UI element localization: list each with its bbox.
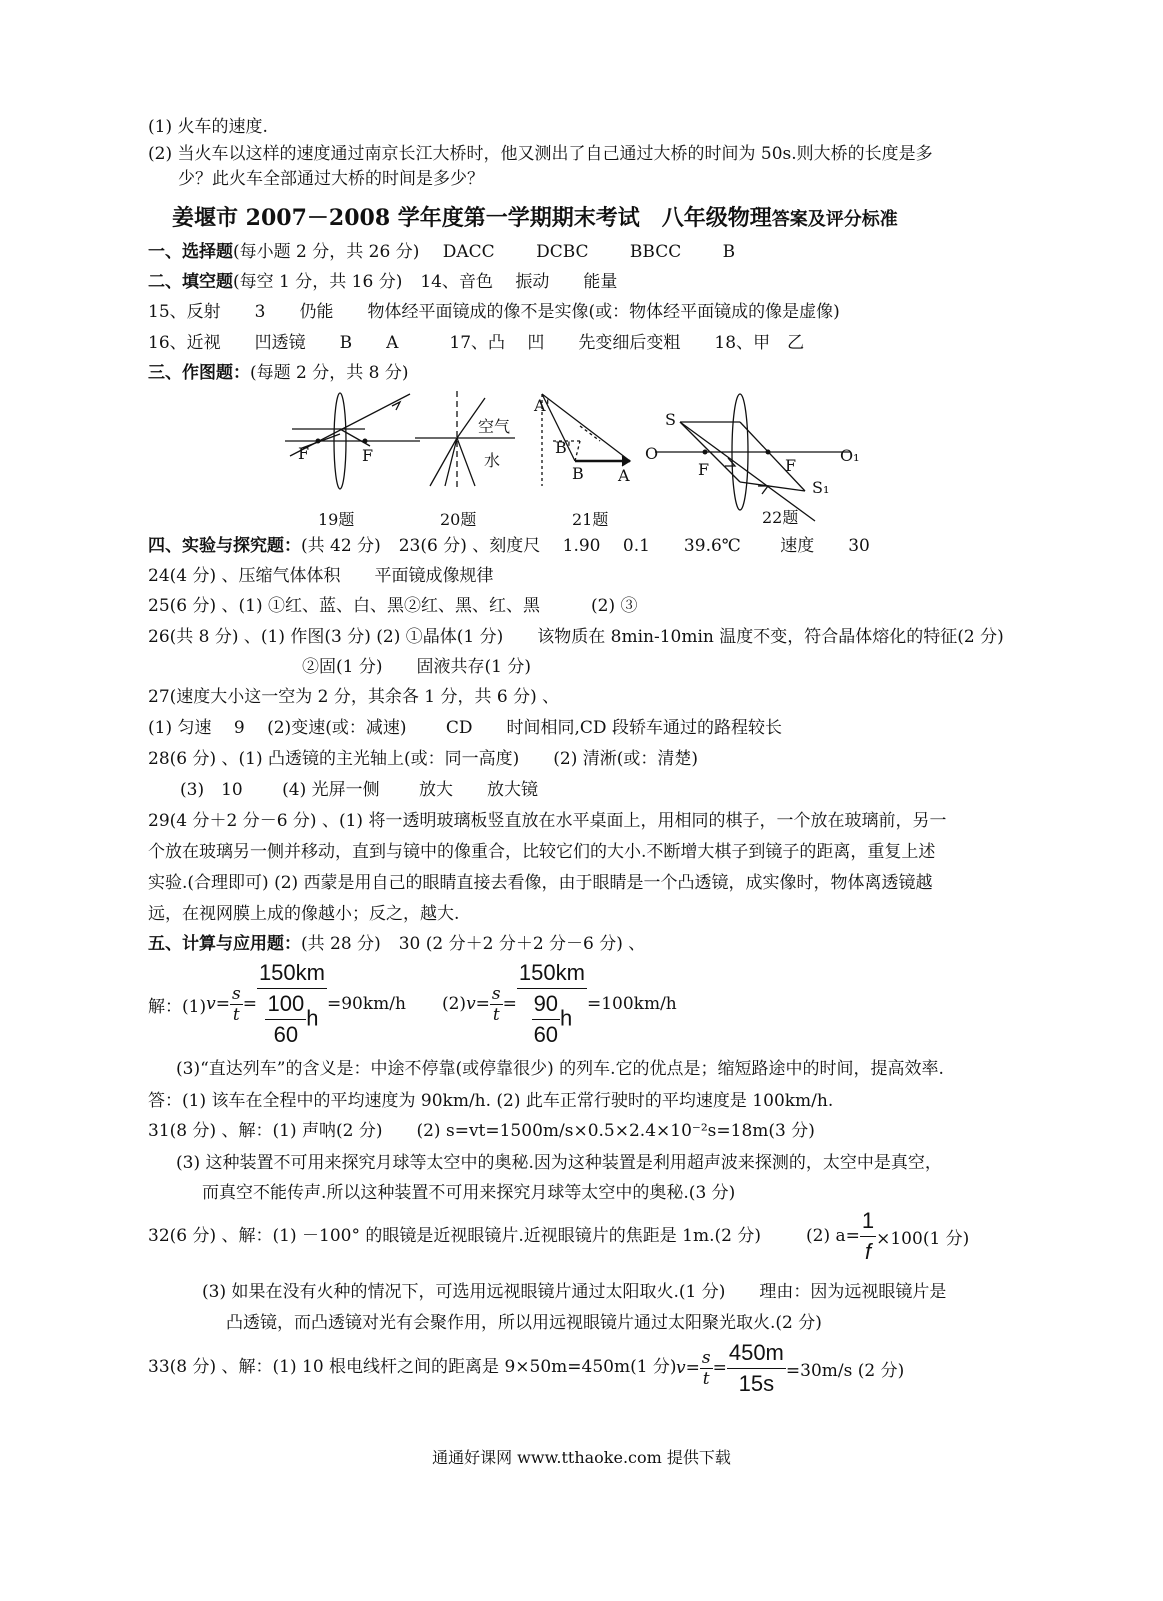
- eq-value: 100: [265, 989, 306, 1020]
- answer-line: 32(6 分) 、解：(1) －100° 的眼镜是近视眼镜片.近视眼镜片的焦距是 1m.(2 分): [148, 1226, 761, 1246]
- answer-line: 15、反射 3 仍能 物体经平面镜成的像不是实像(或：物体经平面镜成的像是虚像): [148, 302, 840, 322]
- fraction: [517, 958, 587, 1050]
- answer-line: 25(6 分) 、(1) ①红、蓝、白、黑②红、黑、红、黑 (2) ③: [148, 596, 638, 616]
- point-label: A': [534, 396, 550, 415]
- answer-group: B: [722, 242, 736, 262]
- section-heading: 五、计算与应用题：: [148, 934, 301, 954]
- question-line: (2) 当火车以这样的速度通过南京长江大桥时，他又测出了自己通过大桥的时间为 50s.则大桥的长度是多: [148, 144, 933, 164]
- answer-line: 14、音色 振动 能量: [420, 272, 618, 292]
- section-heading: 二、填空题: [148, 272, 233, 292]
- section-2: [148, 271, 617, 293]
- eq-text: ×100(1 分): [876, 1228, 970, 1249]
- answer-line: (3) 这种装置不可用来探究月球等太空中的奥秘.因为这种装置是利用超声波来探测的，太空中是真空，: [176, 1153, 942, 1173]
- fraction: [265, 989, 306, 1050]
- eq-result: =30m/s (2 分): [785, 1360, 905, 1381]
- section-1: [148, 241, 735, 263]
- answer-line: 16、近视 凹透镜 B A 17、凸 凹 先变细后变粗 18、甲 乙: [148, 333, 805, 353]
- equation-32: [806, 1207, 970, 1264]
- fraction: [230, 984, 243, 1025]
- answer-line: 30 (2 分＋2 分＋2 分－6 分) 、: [398, 934, 646, 954]
- section-4: [148, 535, 870, 557]
- answer-line: 24(4 分) 、压缩气体体积 平面镜成像规律: [148, 566, 494, 586]
- point-label: B': [555, 438, 572, 457]
- focus-label: F: [785, 456, 797, 475]
- section-heading: 一、选择题: [148, 242, 233, 262]
- eq-text: (2) a=: [806, 1226, 860, 1246]
- answer-group: DCBC: [536, 242, 589, 262]
- answer-line: 33(8 分) 、解：(1) 10 根电线杆之间的距离是 9×50m=450m(1 分): [148, 1357, 677, 1377]
- eq-value: 60: [533, 1022, 559, 1047]
- medium-label-water: 水: [484, 451, 501, 470]
- eq-result: =90km/h: [326, 994, 406, 1014]
- eq-var: t: [232, 1004, 240, 1025]
- equation-33: v= $\frac{s}{t}$ = $\frac{450m}{15s}$ =30m/s (2 分): [676, 1338, 904, 1398]
- answer-line: 26(共 8 分) 、(1) 作图(3 分) (2) ①晶体(1 分) 该物质在 8min-10min 温度不变，符合晶体熔化的特征(2 分): [148, 627, 1004, 647]
- eq-var: s: [231, 983, 241, 1004]
- section-note: (每空 1 分，共 16 分): [233, 272, 403, 292]
- answer-line: 31(8 分) 、解：(1) 声呐(2 分) (2) s=vt=1500m/s×0.5×2.4×10⁻²s=18m(3 分): [148, 1121, 815, 1141]
- medium-label-air: 空气: [478, 417, 511, 436]
- question-line: 少？此火车全部通过大桥的时间是多少？: [178, 169, 484, 189]
- eq-numerator: 150km: [517, 958, 587, 989]
- fraction: [727, 1338, 786, 1399]
- answer-line: (3)“直达列车”的含义是：中途不停靠(或停靠很少) 的列车.它的优点是；缩短路途中的时间，提高效率.: [176, 1059, 944, 1079]
- section-3: [148, 362, 409, 384]
- answer-line: 凸透镜，而凸透镜对光有会聚作用，所以用远视眼镜片通过太阳聚光取火.(2 分): [226, 1313, 822, 1333]
- eq-var: s: [491, 983, 501, 1004]
- section-note: (共 28 分): [301, 934, 381, 954]
- eq-denominator: [517, 989, 587, 1050]
- answer-line: 实验.(合理即可) (2) 西蒙是用自己的眼睛直接去看像，由于眼睛是一个凸透镜，成实像时，物体离透镜越: [148, 873, 933, 893]
- fraction: [532, 989, 560, 1050]
- fraction: [257, 958, 327, 1050]
- eq-numerator: 450m: [727, 1338, 786, 1369]
- fraction: [490, 984, 503, 1025]
- eq-value: 90: [532, 989, 560, 1020]
- eq-var: v=: [676, 1358, 700, 1378]
- figure-caption: 21题: [572, 510, 609, 529]
- section-heading: 四、实验与探究题：: [148, 536, 301, 556]
- answer-line: 而真空不能传声.所以这种装置不可用来探究月球等太空中的奥秘.(3 分): [202, 1183, 736, 1203]
- eq-var: v: [466, 994, 476, 1014]
- eq-value: 60: [273, 1022, 299, 1047]
- focus-label: F: [362, 446, 374, 465]
- eq-var: v: [206, 994, 216, 1014]
- eq-var: s: [701, 1347, 711, 1368]
- eq-denominator: 15s: [738, 1370, 775, 1396]
- section-note: (共 42 分): [301, 536, 381, 556]
- answer-line: ②固(1 分) 固液共存(1 分): [302, 657, 531, 677]
- eq-value: 1: [860, 1206, 876, 1237]
- answer-line: (3) 10 (4) 光屏一侧 放大 放大镜: [180, 780, 539, 800]
- page-title: [172, 201, 898, 232]
- equation-30: 解：(1) v = $\frac{s}{t}$ = 150km $\frac{100}{60}$ h =90km/h (2) v = $\frac{s}{t}$ = 150km $\frac{90}{60}$ h =100km/h: [148, 958, 677, 1050]
- eq-text: (2): [441, 994, 467, 1014]
- title-sub: 答案及评分标准: [771, 209, 898, 230]
- eq-unit: h: [560, 1005, 573, 1031]
- focus-label: F: [298, 444, 310, 463]
- answer-line: (3) 如果在没有火种的情况下，可选用远视眼镜片通过太阳取火.(1 分) 理由：因为远视眼镜片是: [202, 1282, 947, 1302]
- point-label: S₁: [812, 478, 830, 497]
- eq-var: t: [492, 1004, 500, 1025]
- answer-line: 个放在玻璃另一侧并移动，直到与镜中的像重合，比较它们的大小.不断增大棋子到镜子的距离，重复上述: [148, 842, 936, 862]
- answer-line: (1) 匀速 9 (2)变速(或：减速) CD 时间相同,CD 段轿车通过的路程较长: [148, 718, 782, 738]
- eq-numerator: 150km: [257, 958, 327, 989]
- fraction: [860, 1206, 876, 1267]
- figure-caption: 22题: [762, 508, 799, 527]
- answer-group: DACC: [442, 242, 495, 262]
- focus-label: F: [698, 460, 710, 479]
- answer-line: 27(速度大小这一空为 2 分，其余各 1 分，共 6 分) 、: [148, 687, 560, 707]
- point-label: A: [618, 466, 630, 485]
- answer-line: 29(4 分＋2 分－6 分) 、(1) 将一透明玻璃板竖直放在水平桌面上，用相同的棋子，一个放在玻璃前，另一: [148, 811, 947, 831]
- answer-group: BBCC: [629, 242, 682, 262]
- fraction: [700, 1348, 713, 1389]
- title-main: 姜堰市 2007－2008 学年度第一学期期末考试 八年级物理: [172, 205, 772, 231]
- answer-line: 23(6 分) 、刻度尺 1.90 0.1 39.6℃ 速度 30: [398, 536, 870, 556]
- eq-result: =100km/h: [586, 994, 677, 1014]
- answer-line: 远，在视网膜上成的像越小；反之，越大.: [148, 904, 460, 924]
- section-note: (每小题 2 分，共 26 分): [233, 242, 420, 262]
- question-line: (1) 火车的速度.: [148, 117, 268, 137]
- section-5: [148, 933, 645, 955]
- eq-var: f: [864, 1238, 872, 1264]
- point-label: S: [665, 410, 676, 429]
- footer-credit: 通通好课网 www.tthaoke.com 提供下载: [432, 1448, 731, 1467]
- eq-var: t: [702, 1368, 710, 1389]
- answer-line: 答：(1) 该车在全程中的平均速度为 90km/h. (2) 此车正常行驶时的平均速度是 100km/h.: [148, 1091, 834, 1111]
- figure-caption: 20题: [440, 510, 477, 529]
- eq-text: 解：(1): [148, 996, 207, 1017]
- point-label: B: [572, 464, 584, 483]
- answer-line: 28(6 分) 、(1) 凸透镜的主光轴上(或：同一高度) (2) 清淅(或：清楚): [148, 749, 699, 769]
- section-heading: 三、作图题：: [148, 363, 250, 383]
- section-note: (每题 2 分，共 8 分): [250, 363, 409, 383]
- point-label: O₁: [840, 446, 860, 465]
- figure-caption: 19题: [318, 510, 355, 529]
- eq-denominator: [257, 989, 327, 1050]
- eq-unit: h: [306, 1005, 319, 1031]
- point-label: O: [645, 444, 659, 463]
